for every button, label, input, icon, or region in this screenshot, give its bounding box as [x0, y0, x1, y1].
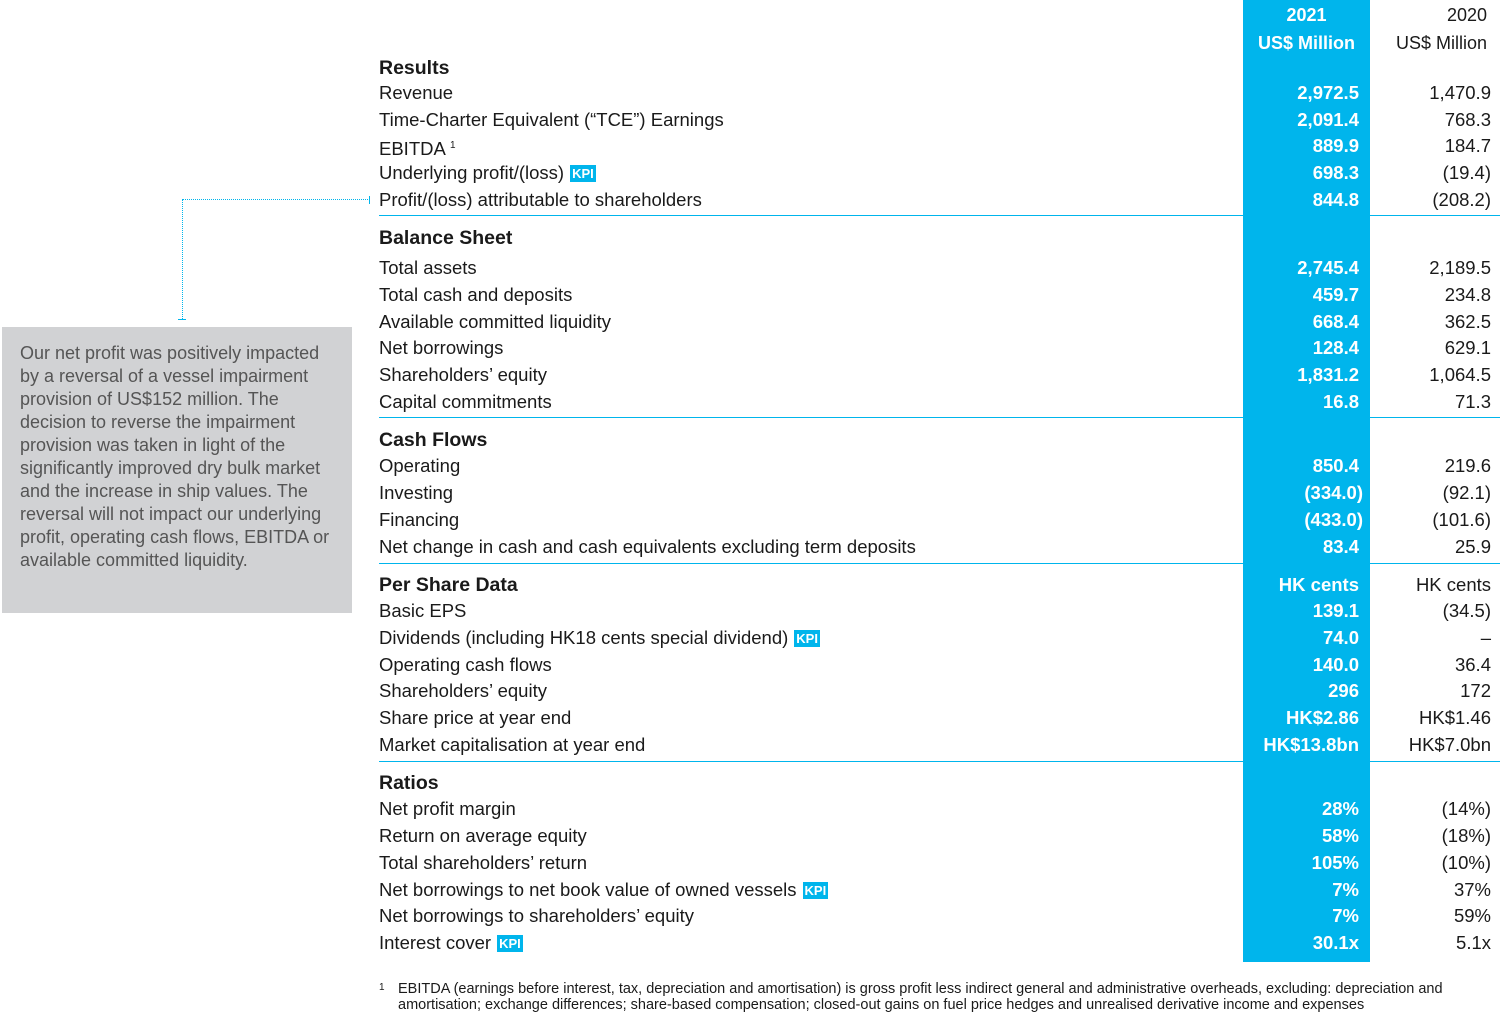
row-label: Basic EPS	[379, 600, 467, 621]
row-label: Net profit margin	[379, 798, 516, 819]
table-row	[379, 107, 1500, 133]
row-label: Net change in cash and cash equivalents excluding term deposits	[379, 536, 916, 557]
value-2021: (334.0)	[1304, 482, 1363, 503]
section-title: Results	[379, 57, 450, 79]
section-title: Balance Sheet	[379, 227, 513, 249]
value-2020: 5.1x	[1456, 932, 1491, 953]
row-label-kpi	[379, 930, 523, 956]
table-row	[379, 160, 1500, 186]
value-2020: 36.4	[1454, 654, 1491, 675]
row-label: Net borrowings to net book value of owned vessels	[379, 879, 797, 900]
value-2020: 184.7	[1444, 135, 1491, 156]
value-2020: (34.5)	[1442, 600, 1491, 621]
footnote-text: EBITDA (earnings before interest, tax, depreciation and amortisation) is gross profit less indirect general and administrative overheads, excluding: depreciation and amortisation; exchange differences; share-based compensation; closed-out gains on fuel price hedges and unrealised derivative income and expenses	[398, 981, 1443, 1013]
value-2021: (433.0)	[1304, 509, 1363, 530]
table-row	[379, 625, 1500, 651]
value-2021: 2,972.5	[1297, 82, 1359, 103]
value-2020: 768.3	[1444, 109, 1491, 130]
value-2020: (14%)	[1441, 798, 1491, 819]
table-row	[379, 850, 1500, 876]
section-title: Per Share Data	[379, 574, 518, 596]
table-row	[379, 309, 1500, 335]
row-label: Financing	[379, 509, 460, 530]
value-2021: 889.9	[1312, 135, 1359, 156]
table-row	[379, 598, 1500, 624]
row-label: Dividends (including HK18 cents special dividend)	[379, 627, 789, 648]
row-label: Net borrowings	[379, 337, 504, 358]
header-year-2021: 2021	[1286, 5, 1327, 25]
table-row	[379, 133, 1500, 159]
footnote-marker: 1	[449, 140, 456, 151]
row-label: Market capitalisation at year end	[379, 734, 646, 755]
value-2020: 71.3	[1454, 391, 1491, 412]
footnote	[379, 982, 1469, 1013]
row-label-kpi	[379, 877, 828, 903]
table-row	[379, 534, 1500, 560]
value-2020: HK$7.0bn	[1408, 734, 1491, 755]
value-2020: 219.6	[1444, 455, 1491, 476]
side-note-callout: Our net profit was positively impacted by a reversal of a vessel impairment provision of US$152 million. The decision to reverse the impairment provision was taken in light of the significantly improved dry bulk market and the increase in ship values. The reversal will not impact our underlying profit, operating cash flows, EBITDA or available committed liquidity.	[2, 327, 352, 613]
callout-connector-end-tick	[369, 196, 370, 204]
section-ratios	[379, 770, 1500, 796]
row-label: Investing	[379, 482, 454, 503]
table-row	[379, 187, 1500, 213]
table-row	[379, 705, 1500, 731]
value-2020: –	[1480, 627, 1491, 648]
value-2020: 25.9	[1454, 536, 1491, 557]
value-2020: (101.6)	[1432, 509, 1491, 530]
value-2021: 74.0	[1322, 627, 1359, 648]
row-label: Total cash and deposits	[379, 284, 573, 305]
section-balance-sheet	[379, 225, 1500, 251]
row-label: Capital commitments	[379, 391, 552, 412]
kpi-badge: KPI	[804, 883, 827, 898]
row-label: Operating	[379, 455, 461, 476]
table-row	[379, 903, 1500, 929]
table-row	[379, 930, 1500, 956]
row-label-kpi	[379, 625, 820, 651]
table-row	[379, 362, 1500, 388]
value-2020: 362.5	[1444, 311, 1491, 332]
value-2021: 7%	[1332, 879, 1359, 900]
table-row	[379, 389, 1500, 415]
section-title: Ratios	[379, 772, 439, 794]
value-2021: 16.8	[1322, 391, 1359, 412]
section-cash-flows	[379, 427, 1500, 453]
value-2020: 37%	[1453, 879, 1491, 900]
table-row	[379, 255, 1500, 281]
footnote-marker: 1	[379, 982, 385, 993]
value-2020: 1,064.5	[1429, 364, 1491, 385]
header-unit-2021: US$ Million	[1257, 33, 1355, 53]
value-2020: 234.8	[1444, 284, 1491, 305]
section-divider	[379, 417, 1500, 418]
row-label: Shareholders’ equity	[379, 680, 547, 701]
value-2021: 296	[1328, 680, 1359, 701]
section-results	[379, 55, 1500, 81]
kpi-badge: KPI	[796, 631, 818, 646]
kpi-badge: KPI	[572, 166, 594, 181]
callout-connector-base-tick	[178, 319, 186, 320]
section-title: Cash Flows	[379, 429, 488, 451]
unit-2020: HK cents	[1415, 574, 1491, 595]
section-per-share-data	[379, 572, 1500, 598]
section-divider	[379, 215, 1500, 216]
table-row	[379, 80, 1500, 106]
value-2021: 83.4	[1322, 536, 1359, 557]
row-label: Revenue	[379, 82, 454, 103]
callout-connector-vertical	[182, 199, 183, 319]
value-2021: 1,831.2	[1297, 364, 1359, 385]
value-2020: 2,189.5	[1429, 257, 1491, 278]
kpi-badge: KPI	[499, 936, 521, 951]
table-row	[379, 453, 1500, 479]
row-label: Time-Charter Equivalent (“TCE”) Earnings	[379, 109, 724, 130]
header-unit-2020: US$ Million	[1395, 33, 1487, 53]
row-label: Total shareholders’ return	[379, 852, 588, 873]
row-label-kpi	[379, 160, 596, 186]
table-row	[379, 732, 1500, 758]
value-2021: 140.0	[1312, 654, 1359, 675]
table-row	[379, 507, 1500, 533]
callout-connector-horizontal	[182, 199, 370, 200]
value-2020: (19.4)	[1442, 162, 1491, 183]
header-year-2020: 2020	[1446, 5, 1487, 25]
row-label-with-footnote	[379, 133, 456, 162]
row-label: EBITDA	[379, 138, 445, 160]
section-divider	[379, 761, 1500, 762]
row-label: Operating cash flows	[379, 654, 552, 675]
value-2020: (10%)	[1441, 852, 1491, 873]
value-2020: HK$1.46	[1419, 707, 1491, 728]
table-row	[379, 877, 1500, 903]
value-2020: (208.2)	[1432, 189, 1491, 210]
value-2021: HK$2.86	[1285, 707, 1359, 728]
value-2021: 698.3	[1312, 162, 1359, 183]
row-label: Shareholders’ equity	[379, 364, 547, 385]
value-2021: 850.4	[1312, 455, 1359, 476]
row-label: Underlying profit/(loss)	[379, 162, 565, 183]
row-label: Interest cover	[379, 932, 492, 953]
value-2021: 844.8	[1312, 189, 1359, 210]
table-row	[379, 678, 1500, 704]
value-2021: 28%	[1321, 798, 1359, 819]
section-divider	[379, 563, 1500, 564]
value-2020: 172	[1460, 680, 1491, 701]
row-label: Net borrowings to shareholders’ equity	[379, 905, 695, 926]
value-2020: 1,470.9	[1429, 82, 1491, 103]
value-2020: 59%	[1453, 905, 1491, 926]
row-label: Available committed liquidity	[379, 311, 612, 332]
value-2021: 668.4	[1312, 311, 1359, 332]
value-2020: 629.1	[1444, 337, 1491, 358]
row-label: Profit/(loss) attributable to shareholders	[379, 189, 702, 210]
table-row	[379, 652, 1500, 678]
value-2021: 2,745.4	[1297, 257, 1359, 278]
table-row	[379, 480, 1500, 506]
row-label: Share price at year end	[379, 707, 572, 728]
row-label: Total assets	[379, 257, 477, 278]
value-2021: 2,091.4	[1297, 109, 1359, 130]
value-2020: (18%)	[1441, 825, 1491, 846]
unit-2021: HK cents	[1278, 574, 1359, 595]
table-row	[379, 796, 1500, 822]
row-label: Return on average equity	[379, 825, 587, 846]
value-2021: 105%	[1311, 852, 1359, 873]
value-2021: 128.4	[1312, 337, 1359, 358]
table-row	[379, 282, 1500, 308]
value-2021: 58%	[1321, 825, 1359, 846]
table-row	[379, 823, 1500, 849]
value-2021: HK$13.8bn	[1263, 734, 1359, 755]
value-2020: (92.1)	[1442, 482, 1491, 503]
value-2021: 139.1	[1312, 600, 1359, 621]
value-2021: 30.1x	[1312, 932, 1359, 953]
value-2021: 7%	[1332, 905, 1359, 926]
table-row	[379, 335, 1500, 361]
value-2021: 459.7	[1312, 284, 1359, 305]
